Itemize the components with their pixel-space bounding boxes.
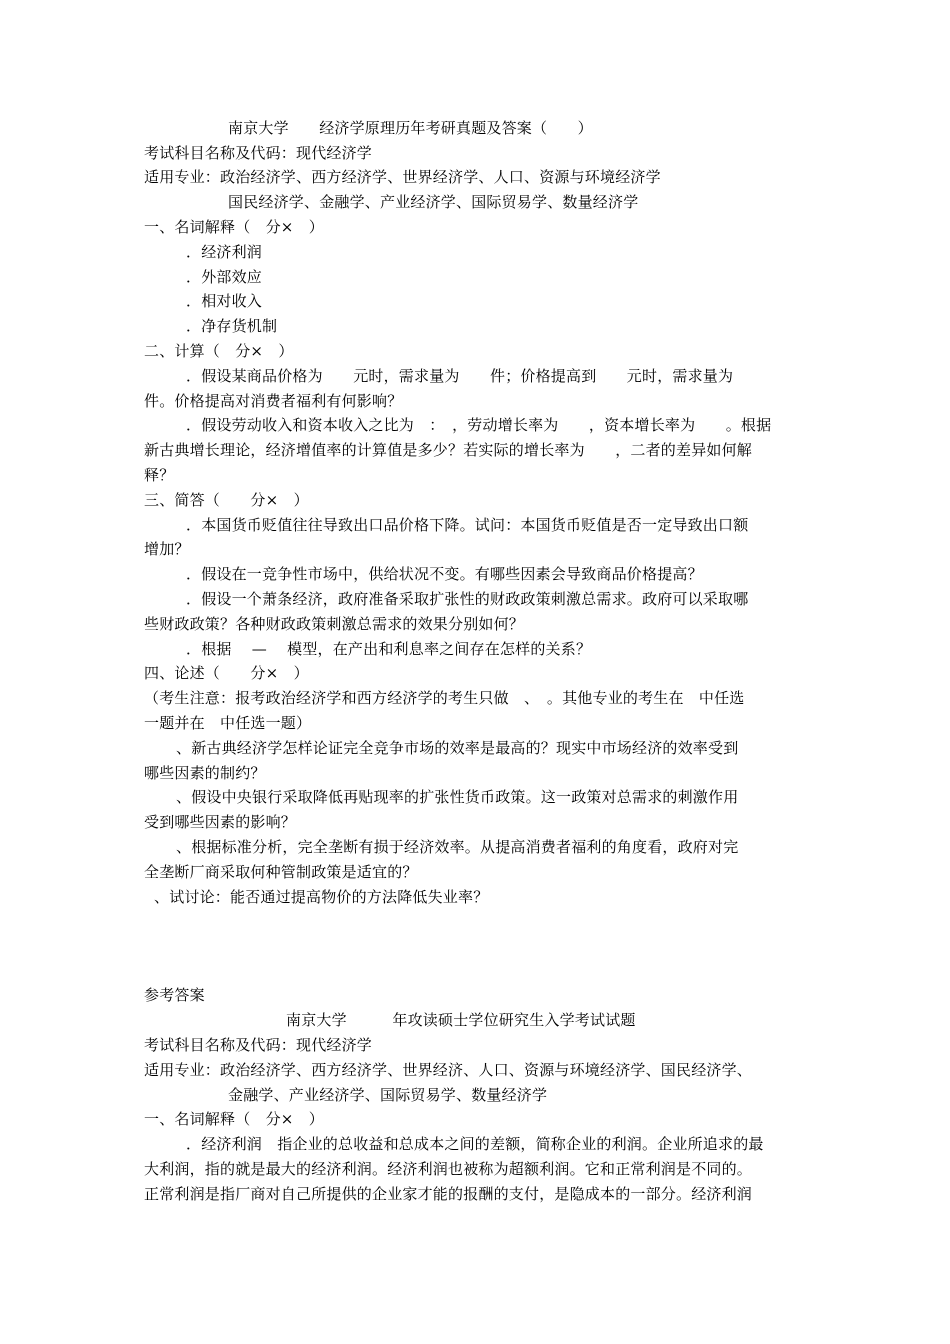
question-line: ．根据 — 模型，在产出和利息率之间存在怎样的关系？ <box>186 640 592 658</box>
answer-heading: 参考答案 <box>144 986 205 1004</box>
section-heading: 二、计算（ 分× ） <box>144 342 294 360</box>
question-line: 全垄断厂商采取何种管制政策是适宜的？ <box>144 863 418 881</box>
majors-line: 适用专业：政治经济学、西方经济学、世界经济学、人口、资源与环境经济学 <box>144 168 661 186</box>
question-line: ．本国货币贬值往往导致出口品价格下降。试问：本国货币贬值是否一定导致出口额 <box>186 516 749 534</box>
answer-paragraph-line: 大利润，指的就是最大的经济利润。经济利润也被称为超额利润。它和正常利润是不同的。 <box>144 1160 753 1178</box>
question-line: 、新古典经济学怎样论证完全竞争市场的效率是最高的？现实中市场经济的效率受到 <box>176 739 739 757</box>
question-line: 增加？ <box>144 540 190 558</box>
exam-subject-line: 考试科目名称及代码：现代经济学 <box>144 1036 373 1054</box>
question-line: 、假设中央银行采取降低再贴现率的扩张性货币政策。这一政策对总需求的刺激作用 <box>176 788 739 806</box>
answer-paragraph-line: ．经济利润 指企业的总收益和总成本之间的差额，简称企业的利润。企业所追求的最 <box>186 1135 764 1153</box>
section-heading: 四、论述（ 分× ） <box>144 664 309 682</box>
question-line: ．经济利润 <box>186 243 263 261</box>
candidate-note: （考生注意：报考政治经济学和西方经济学的考生只做 、 。其他专业的考生在 中任选 <box>144 689 745 707</box>
question-line: 件。价格提高对消费者福利有何影响？ <box>144 392 403 410</box>
question-line: ．假设劳动收入和资本收入之比为 ： ，劳动增长率为 ，资本增长率为 。根据 <box>186 416 772 434</box>
section-heading: 三、简答（ 分× ） <box>144 491 309 509</box>
answer-paragraph-line: 正常利润是指厂商对自己所提供的企业家才能的报酬的支付，是隐成本的一部分。经济利润 <box>144 1185 753 1203</box>
question-line: ．相对收入 <box>186 292 263 310</box>
candidate-note: 一题并在 中任选一题） <box>144 714 312 732</box>
question-line: ．外部效应 <box>186 268 263 286</box>
question-line: ．假设某商品价格为 元时，需求量为 件；价格提高到 元时，需求量为 <box>186 367 734 385</box>
question-line: 些财政政策？各种财政政策刺激总需求的效果分别如何？ <box>144 615 525 633</box>
majors-line-continued: 金融学、产业经济学、国际贸易学、数量经济学 <box>228 1086 548 1104</box>
question-line: 、试讨论：能否通过提高物价的方法降低失业率？ <box>154 888 489 906</box>
question-line: ．净存货机制 <box>186 317 278 335</box>
section-heading: 一、名词解释（ 分× ） <box>144 1110 324 1128</box>
question-line: ．假设一个萧条经济，政府准备采取扩张性的财政政策刺激总需求。政府可以采取哪 <box>186 590 749 608</box>
document-title: 南京大学 经济学原理历年考研真题及答案（ ） <box>228 119 593 137</box>
question-line: 释？ <box>144 466 175 484</box>
question-line: 受到哪些因素的影响？ <box>144 813 297 831</box>
question-line: 哪些因素的制约？ <box>144 764 266 782</box>
section-heading: 一、名词解释（ 分× ） <box>144 218 324 236</box>
question-line: 、根据标准分析，完全垄断有损于经济效率。从提高消费者福利的角度看，政府对完 <box>176 838 739 856</box>
exam-subject-line: 考试科目名称及代码：现代经济学 <box>144 144 373 162</box>
majors-line: 适用专业：政治经济学、西方经济学、世界经济、人口、资源与环境经济学、国民经济学、 <box>144 1061 753 1079</box>
majors-line-continued: 国民经济学、金融学、产业经济学、国际贸易学、数量经济学 <box>228 193 639 211</box>
question-line: ．假设在一竞争性市场中，供给状况不变。有哪些因素会导致商品价格提高？ <box>186 565 703 583</box>
question-line: 新古典增长理论，经济增值率的计算值是多少？若实际的增长率为 ，二者的差异如何解 <box>144 441 753 459</box>
answer-title: 南京大学 年攻读硕士学位研究生入学考试试题 <box>286 1011 636 1029</box>
